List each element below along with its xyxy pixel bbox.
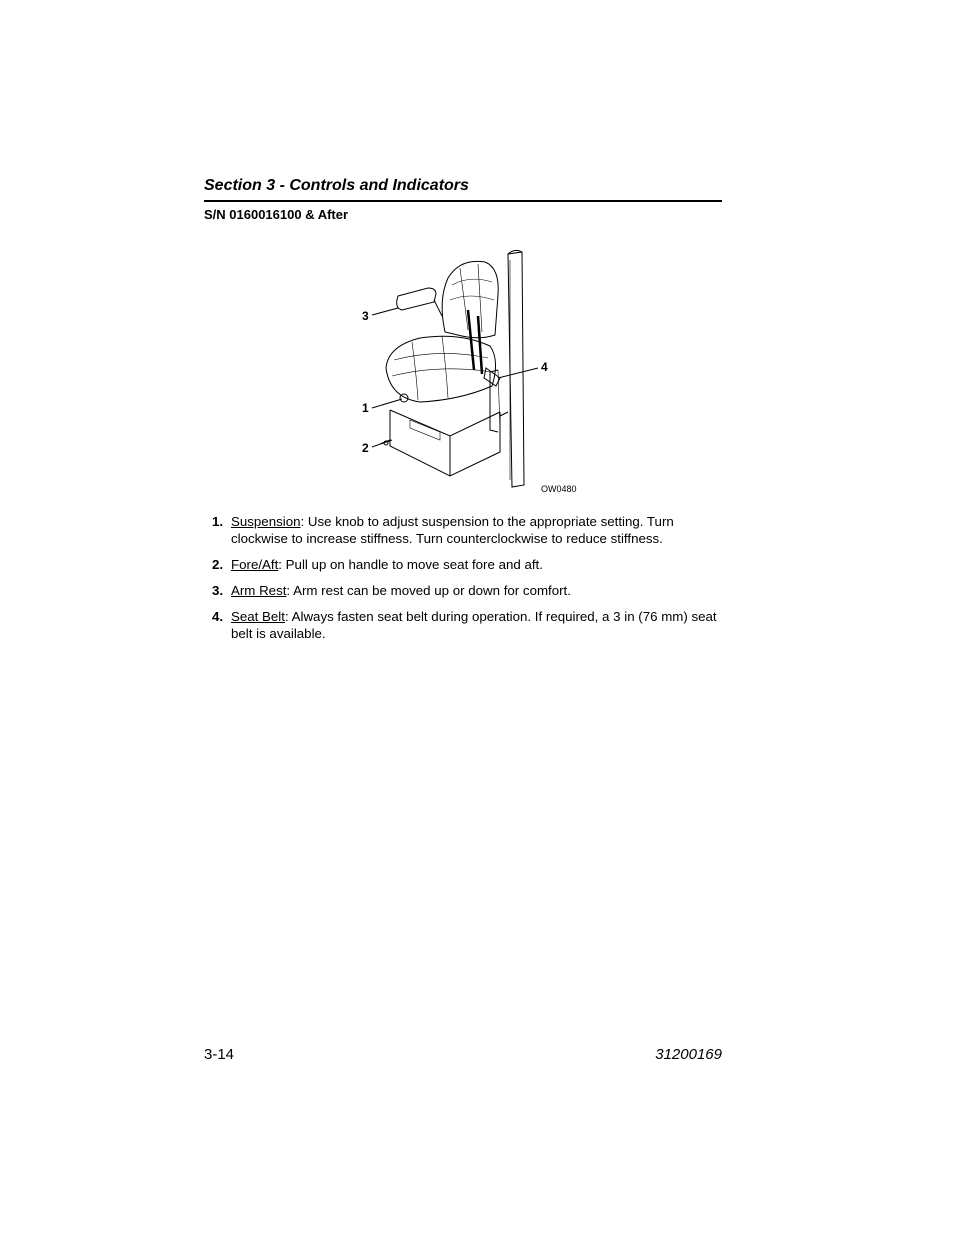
- list-item-arm-rest: [204, 582, 724, 599]
- item-term: Arm Rest: [231, 583, 287, 598]
- doc-number: 31200169: [655, 1046, 722, 1063]
- figure-code: OW0480: [541, 484, 577, 494]
- item-text: : Pull up on handle to move seat fore and aft.: [278, 557, 543, 572]
- item-number: 2.: [212, 557, 224, 572]
- item-text: : Always fasten seat belt during operation. If required, a 3 in (76 mm) seat belt is available.: [231, 609, 717, 641]
- callout-3: 3: [362, 309, 369, 323]
- page-number: 3-14: [204, 1046, 235, 1063]
- item-number: 4.: [212, 609, 224, 624]
- item-number: 1.: [212, 514, 224, 529]
- callout-2: 2: [362, 441, 369, 455]
- callout-4: 4: [541, 360, 548, 374]
- item-text: : Use knob to adjust suspension to the appropriate setting. Turn clockwise to increase stiffness. Turn counterclockwise to reduce stiffness.: [231, 514, 674, 546]
- seat-controls-list: [204, 513, 724, 651]
- item-term: Fore/Aft: [231, 557, 279, 572]
- callout-1: 1: [362, 401, 369, 415]
- item-term: Seat Belt: [231, 609, 285, 624]
- list-item-seat-belt: [204, 608, 724, 642]
- list-item-fore-aft: [204, 556, 724, 573]
- section-title: Section 3 - Controls and Indicators: [204, 177, 469, 194]
- serial-subheading: S/N 0160016100 & After: [204, 207, 349, 222]
- item-text: : Arm rest can be moved up or down for comfort.: [286, 583, 571, 598]
- item-term: Suspension: [231, 514, 301, 529]
- list-item-suspension: [204, 513, 724, 547]
- header-rule: [204, 200, 722, 202]
- seat-figure: [350, 240, 590, 500]
- seat-illustration: [350, 240, 590, 500]
- item-number: 3.: [212, 583, 224, 598]
